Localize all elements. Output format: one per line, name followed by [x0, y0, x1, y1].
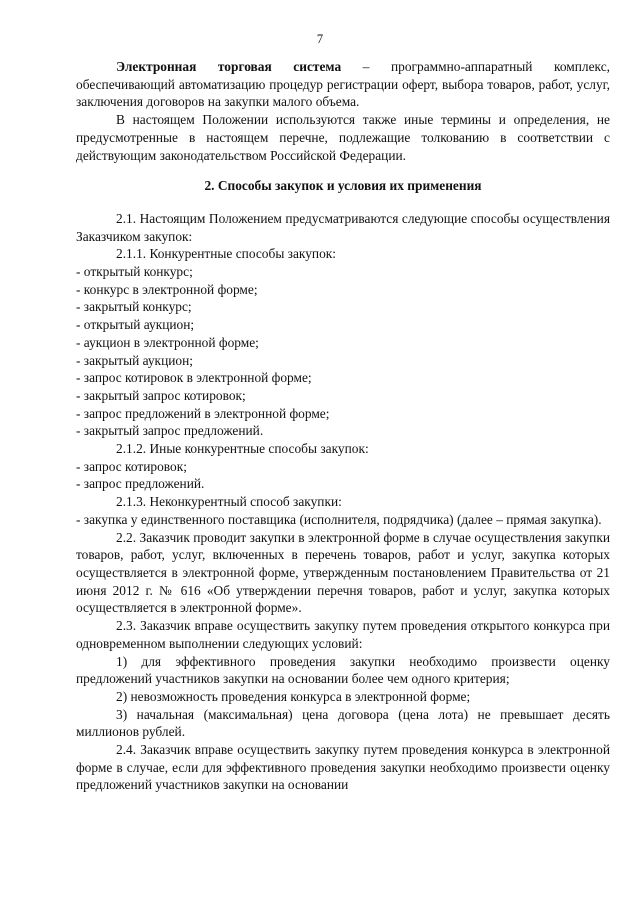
list-item: - аукцион в электронной форме;: [76, 334, 259, 350]
list-item: - запрос котировок;: [76, 458, 187, 474]
noncompetitive-method: - закупка у единственного поставщика (исполнителя, подрядчика) (далее – прямая закупка).: [76, 511, 602, 527]
terms-note-paragraph: В настоящем Положении используются также иные термины и определения, не предусмотренные в настоящем перечне, подлежащие толкованию в соответствии с действующим законодательством Российской Федерации.: [76, 112, 610, 163]
paragraph-2-1-2: 2.1.2. Иные конкурентные способы закупок:: [116, 441, 369, 457]
page-number: 7: [316, 32, 324, 46]
list-item: - запрос предложений.: [76, 476, 205, 492]
list-item: - запрос котировок в электронной форме;: [76, 370, 312, 386]
paragraph-2-1: 2.1. Настоящим Положением предусматриваются следующие способы осуществления Заказчиком закупок:: [76, 210, 610, 244]
competitive-methods-list: [76, 263, 610, 440]
list-item: - запрос предложений в электронной форме;: [76, 405, 330, 421]
paragraph-2-1-1: 2.1.1. Конкурентные способы закупок:: [116, 246, 336, 262]
condition-item: 1) для эффективного проведения закупки необходимо произвести оценку предложений участников закупки на основании более чем одного критерия;: [76, 653, 610, 687]
paragraph-2-2: 2.2. Заказчик проводит закупки в электронной форме в случае осуществления закупки товаров, работ, услуг, включенных в перечень товаров, работ и услуг, закупка которых осуществляется в электронной форме, утвержденным постановлением Правительства от 21 июня 2012 г. № 616 «Об утверждении перечня товаров, работ и услуг, закупка которых осуществляется в электронной форме».: [76, 529, 610, 616]
document-body: [76, 58, 610, 794]
section-heading: 2. Способы закупок и условия их применения: [204, 178, 482, 194]
list-item: - закрытый запрос предложений.: [76, 423, 264, 439]
list-item: - закрытый конкурс;: [76, 299, 192, 315]
list-item: - открытый аукцион;: [76, 317, 195, 333]
paragraph-2-4: 2.4. Заказчик вправе осуществить закупку путем проведения конкурса в электронной форме в случае, если для эффективного проведения закупки необходимо произвести оценку предложений участников закупки на основании: [76, 742, 610, 793]
paragraph-2-3: 2.3. Заказчик вправе осуществить закупку путем проведения открытого конкурса при одновременном выполнении следующих условий:: [76, 618, 610, 651]
other-methods-list: [76, 458, 610, 493]
definition-paragraph: [76, 58, 610, 111]
condition-item: 3) начальная (максимальная) цена договора (цена лота) не превышает десять миллионов рублей.: [76, 706, 610, 740]
list-item: - закрытый аукцион;: [76, 352, 193, 368]
condition-item: 2) невозможность проведения конкурса в электронной форме;: [116, 688, 471, 704]
list-item: - конкурс в электронной форме;: [76, 281, 258, 297]
definition-text: – программно-аппаратный комплекс, обеспечивающий автоматизацию процедур регистрации оферт, выбора товаров, работ, услуг, заключения договоров на закупки малого объема.: [76, 59, 610, 110]
list-item: - открытый конкурс;: [76, 264, 193, 280]
definition-term: Электронная торговая система: [116, 59, 342, 74]
list-item: - закрытый запрос котировок;: [76, 387, 246, 403]
paragraph-2-1-3: 2.1.3. Неконкурентный способ закупки:: [116, 494, 342, 510]
